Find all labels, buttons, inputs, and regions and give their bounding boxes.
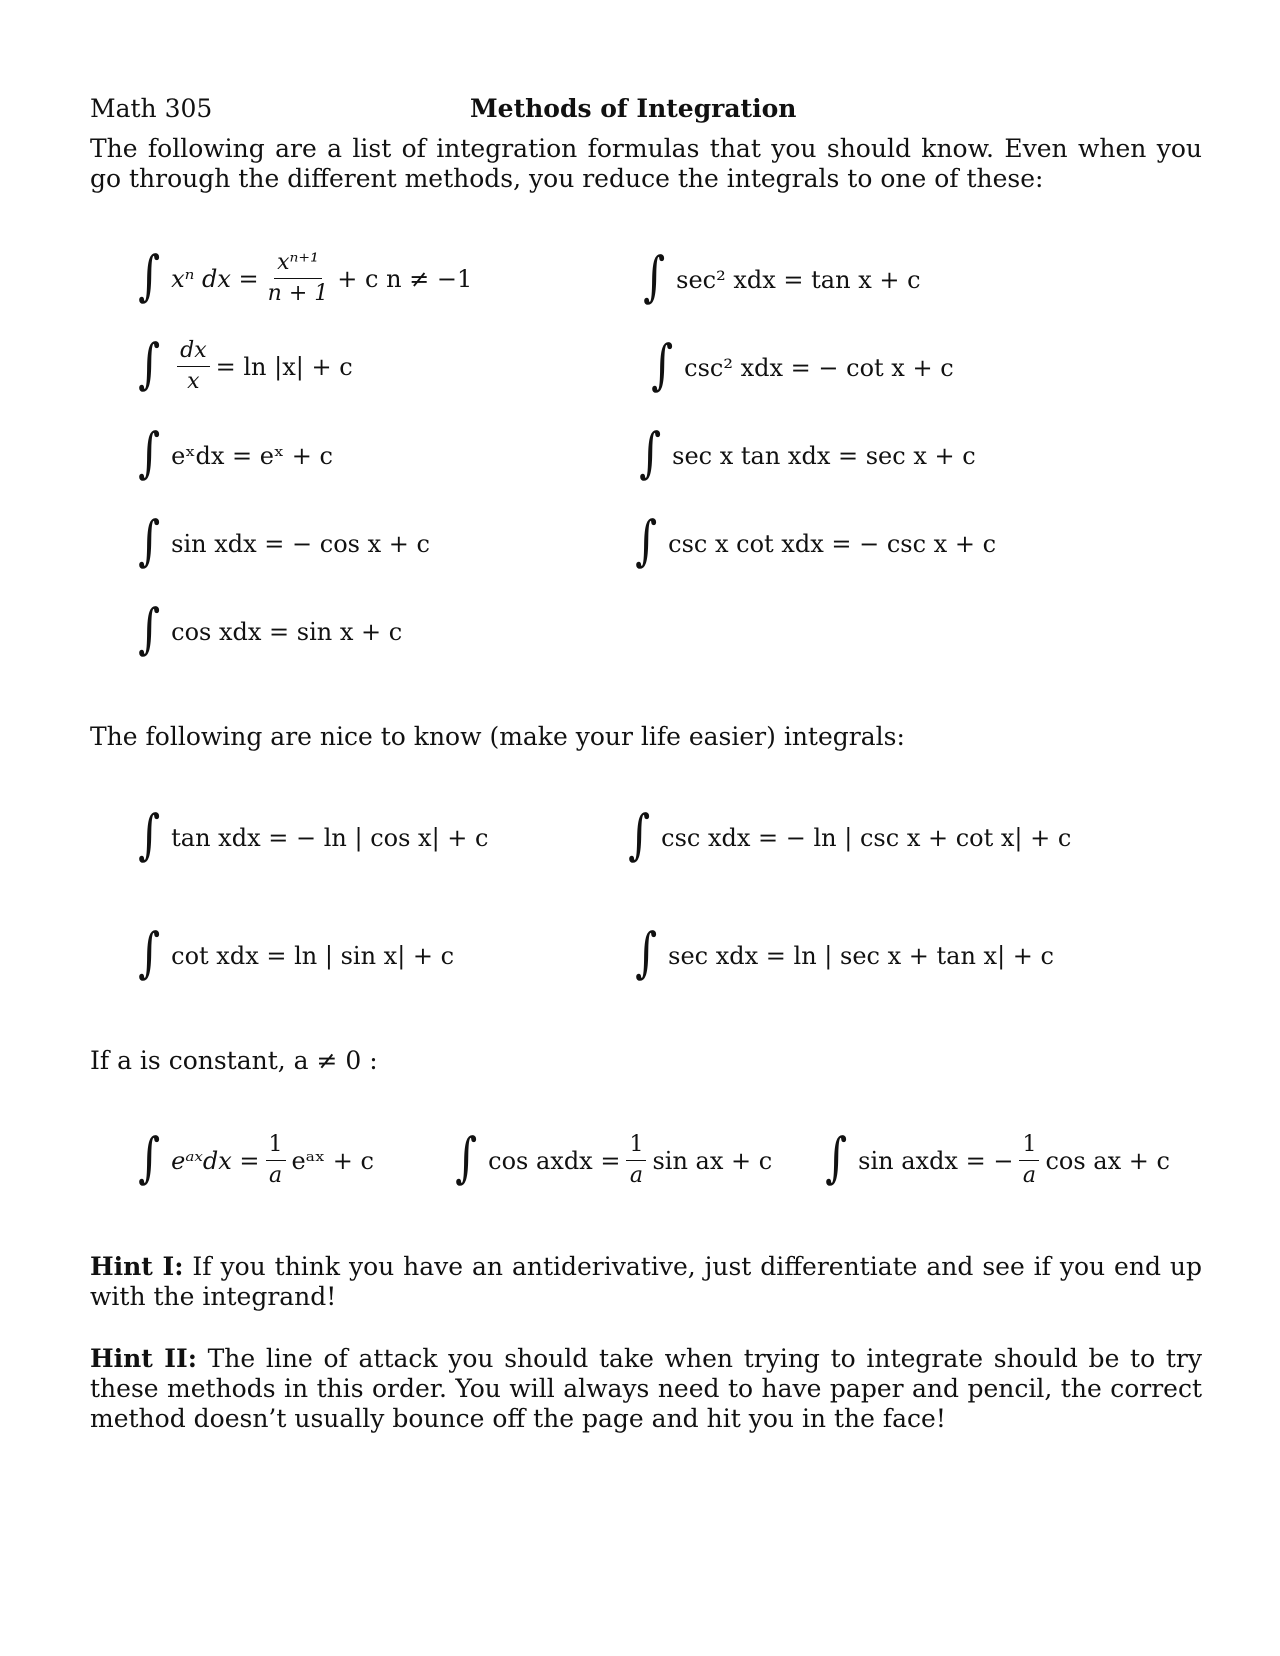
integral-sign: ∫: [138, 1125, 161, 1189]
csccot-text: csc x cot xdx = − csc x + c: [668, 530, 997, 558]
integral-sign: ∫: [138, 597, 161, 660]
course-label: Math 305: [90, 94, 213, 123]
formula-csc-integral: [625, 803, 1072, 866]
integral-sign: ∫: [138, 509, 161, 572]
log-denominator: x: [187, 369, 200, 394]
integral-sign: ∫: [138, 243, 161, 307]
formula-sin-ax: [822, 1125, 1170, 1189]
csc-text: csc xdx = − ln | csc x + cot x| + c: [661, 824, 1072, 852]
exp-ax-lhs: eᵃˣdx =: [171, 1146, 260, 1175]
tan-text: tan xdx = − ln | cos x| + c: [171, 824, 489, 852]
exp-ax-rhs: eᵃˣ + c: [291, 1146, 374, 1175]
sectan-text: sec x tan xdx = sec x + c: [672, 442, 976, 470]
power-denominator: n + 1: [267, 281, 329, 306]
sec-text: sec xdx = ln | sec x + tan x| + c: [668, 942, 1054, 970]
power-fraction: [265, 250, 332, 307]
sin-ax-fraction: [1019, 1132, 1039, 1189]
hint-one-label: Hint I:: [90, 1252, 184, 1281]
intro-paragraph: The following are a list of integration formulas that you should know. Even when you go through the different methods, you reduce the integrals to one of these:: [90, 134, 1202, 193]
hint-one: [90, 1252, 1202, 1312]
hint-one-text: If you think you have an antiderivative, just differentiate and see if you end up with the integrand!: [90, 1252, 1202, 1311]
hint-two-label: Hint II:: [90, 1344, 197, 1373]
formula-sin-rule: [135, 509, 430, 572]
formula-exp-rule: [135, 421, 333, 484]
power-lhs: xⁿ dx =: [171, 264, 259, 293]
sin-ax-rhs: cos ax + c: [1045, 1146, 1170, 1175]
power-rhs: + c n ≠ −1: [337, 264, 473, 293]
sin-ax-numerator: 1: [1019, 1132, 1039, 1161]
csc2-text: csc² xdx = − cot x + c: [684, 354, 954, 382]
formula-sec-integral: [632, 921, 1054, 984]
log-fraction: [177, 338, 210, 395]
integral-sign: ∫: [825, 1125, 848, 1189]
integral-sign: ∫: [639, 421, 662, 484]
integral-sign: ∫: [138, 331, 161, 395]
exp-ax-numerator: 1: [266, 1132, 286, 1161]
cos-ax-rhs: sin ax + c: [652, 1146, 773, 1175]
formula-csccot-rule: [632, 509, 997, 572]
formula-cot-integral: [135, 921, 455, 984]
integral-sign: ∫: [651, 333, 674, 396]
formula-exp-ax: [135, 1125, 374, 1189]
cos-ax-denominator: a: [629, 1163, 644, 1188]
constant-intro: If a is constant, a ≠ 0 :: [90, 1046, 378, 1075]
hint-two-text: The line of attack you should take when trying to integrate should be to try these methods in this order. You will always need to have paper and pencil, the correct method doesn’t usually bounce off the page and hit you in the face!: [90, 1344, 1202, 1433]
sin-ax-denominator: a: [1022, 1163, 1036, 1188]
formula-cos-ax: [452, 1125, 773, 1189]
formula-log-rule: [135, 331, 353, 395]
exp-ax-fraction: [266, 1132, 286, 1189]
formula-csc2-rule: [648, 333, 954, 396]
page-title: Methods of Integration: [470, 94, 797, 123]
sin-text: sin xdx = − cos x + c: [171, 530, 430, 558]
cos-ax-lhs: cos axdx =: [488, 1146, 621, 1175]
log-numerator: dx: [177, 338, 210, 367]
log-rhs: = ln |x| + c: [215, 352, 353, 381]
integral-sign: ∫: [635, 921, 658, 984]
formula-power-rule: [135, 243, 473, 307]
integral-sign: ∫: [455, 1125, 478, 1189]
power-numerator: xⁿ⁺¹: [274, 250, 322, 279]
formula-cos-rule: [135, 597, 403, 660]
hint-two: [90, 1344, 1202, 1434]
formula-tan-integral: [135, 803, 489, 866]
nice-intro: The following are nice to know (make your life easier) integrals:: [90, 722, 905, 751]
integral-sign: ∫: [138, 921, 161, 984]
cot-text: cot xdx = ln | sin x| + c: [171, 942, 455, 970]
integral-sign: ∫: [138, 421, 161, 484]
integral-sign: ∫: [628, 803, 651, 866]
integral-sign: ∫: [635, 509, 658, 572]
cos-ax-fraction: [626, 1132, 646, 1189]
cos-ax-numerator: 1: [626, 1132, 646, 1161]
sin-ax-lhs: sin axdx = −: [858, 1146, 1014, 1175]
integral-sign: ∫: [643, 245, 666, 308]
integral-sign: ∫: [138, 803, 161, 866]
exp-text: eˣdx = eˣ + c: [171, 442, 333, 470]
formula-sectan-rule: [636, 421, 976, 484]
cos-text: cos xdx = sin x + c: [171, 618, 403, 646]
sec2-text: sec² xdx = tan x + c: [676, 266, 921, 294]
exp-ax-denominator: a: [268, 1163, 283, 1188]
formula-sec2-rule: [640, 245, 921, 308]
